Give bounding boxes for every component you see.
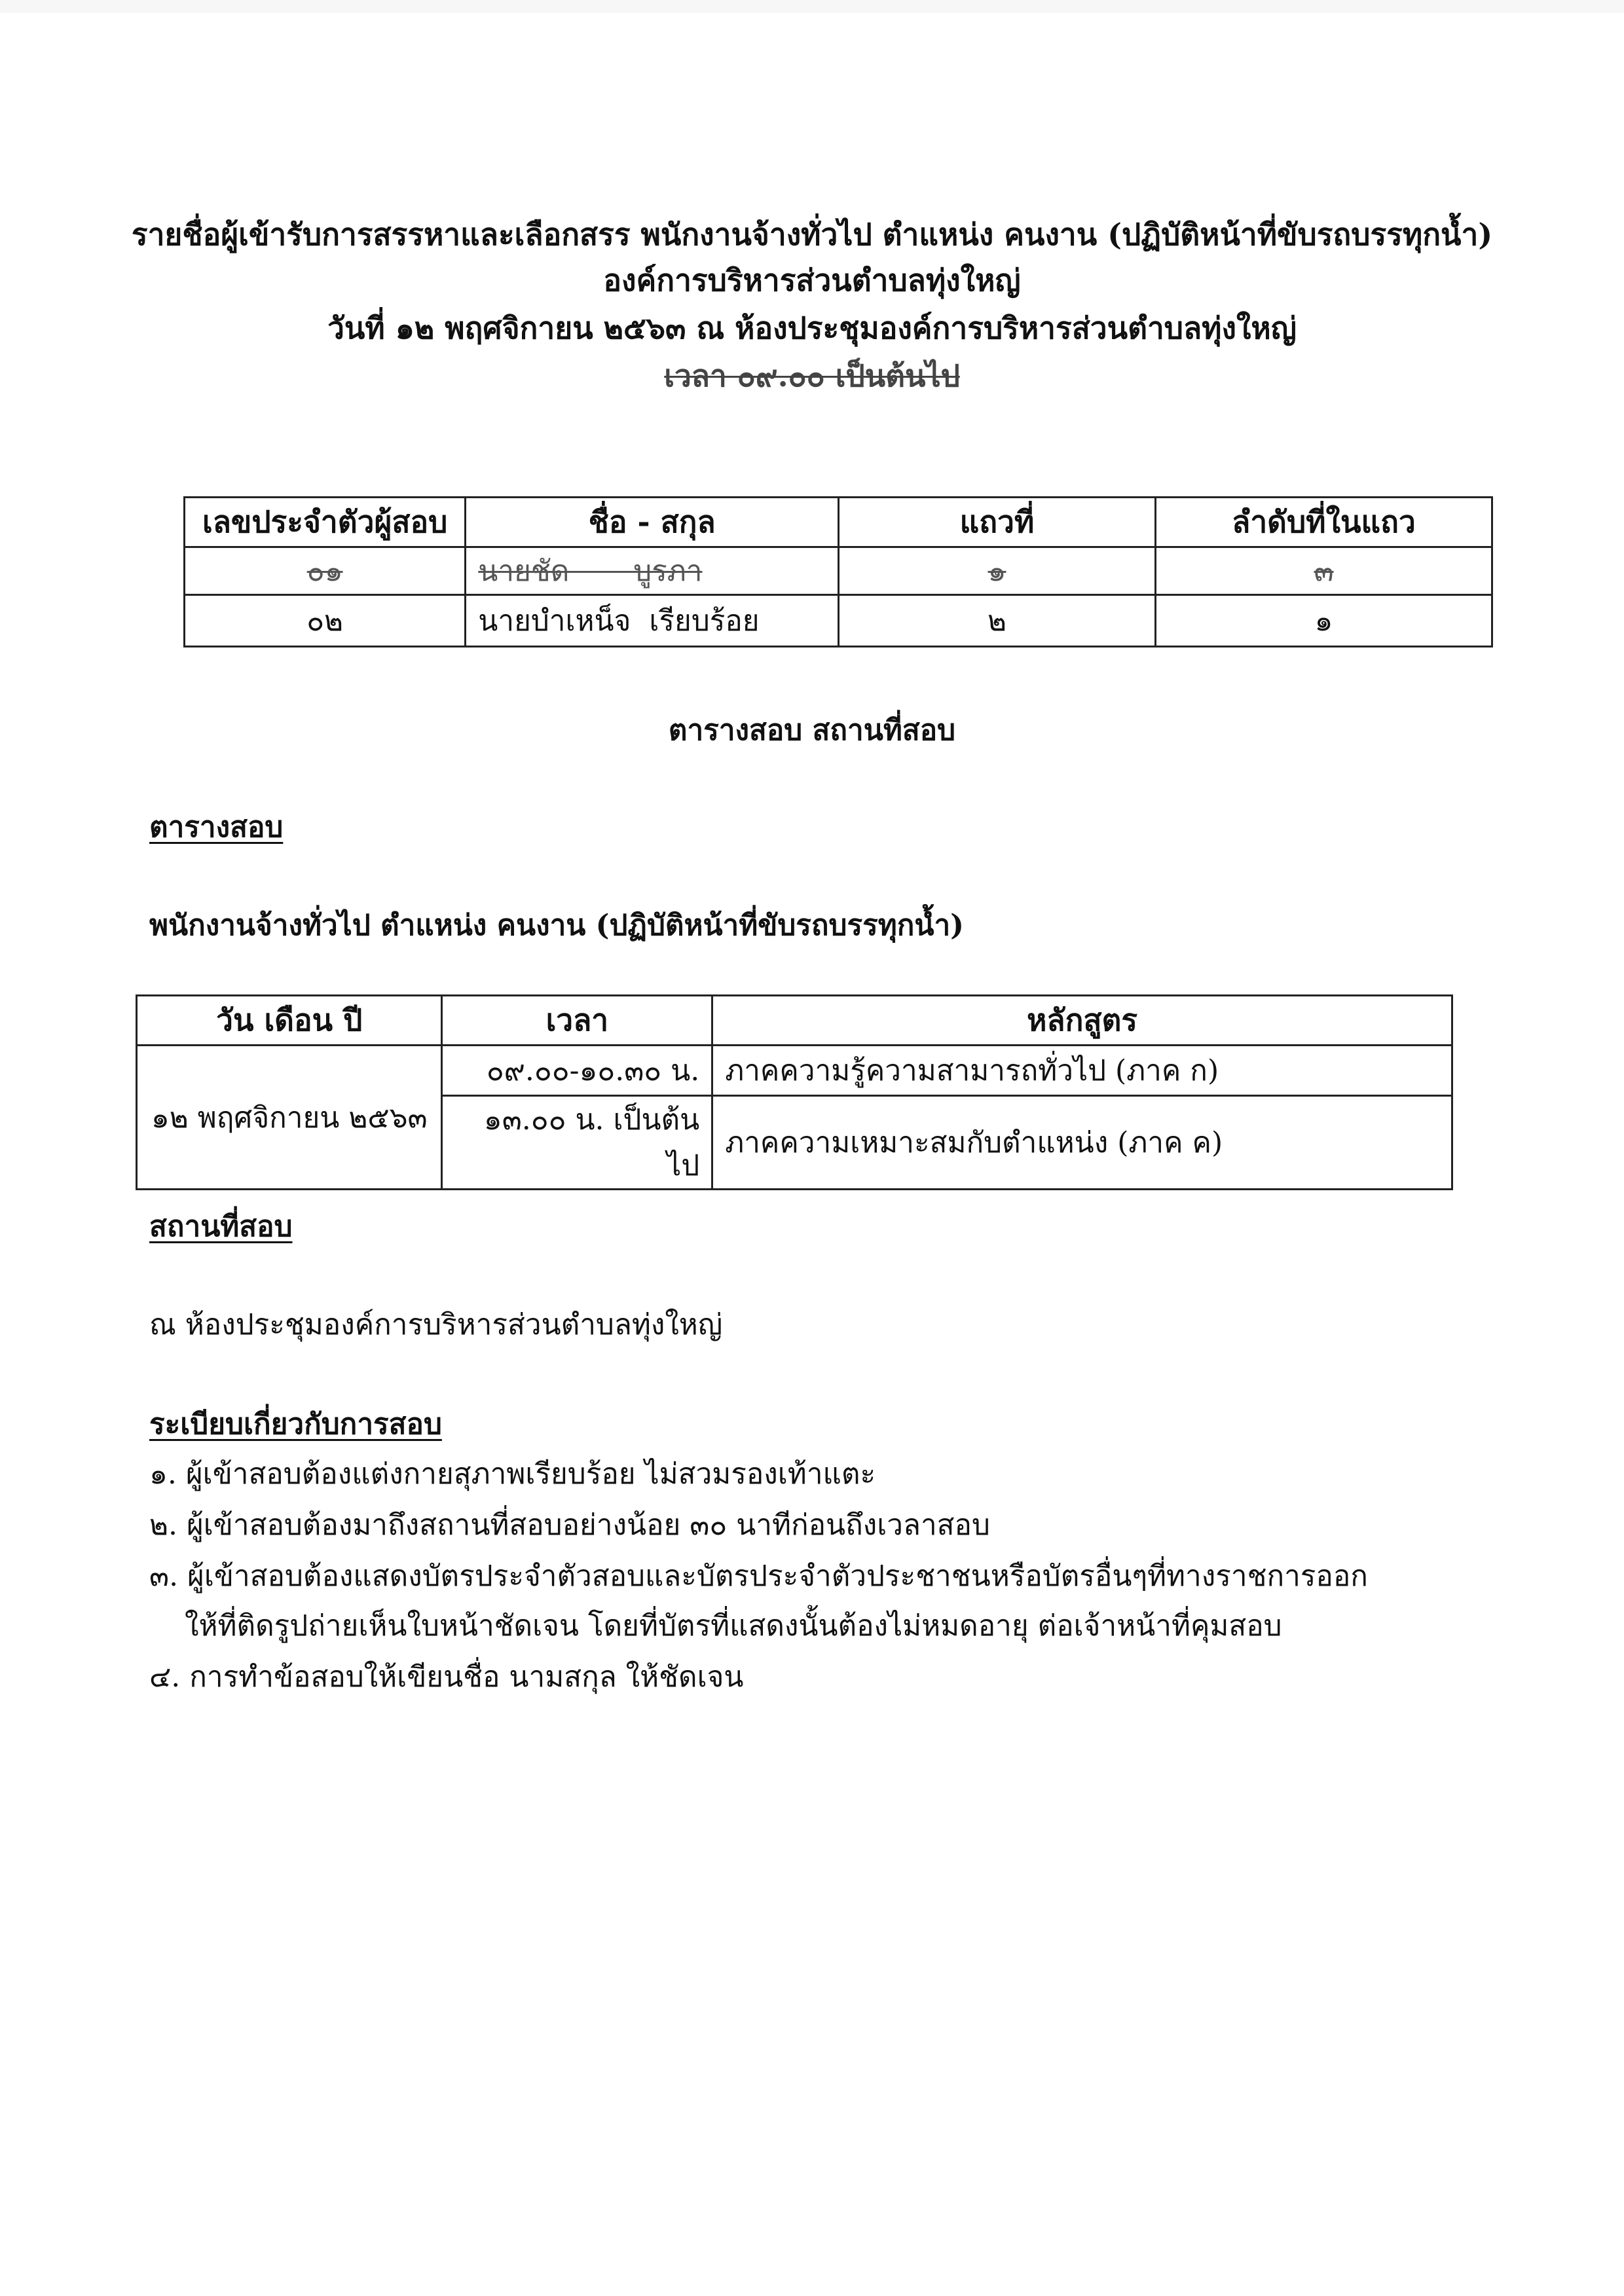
venue-heading: สถานที่สอบ [149,1210,293,1243]
candidates-table [183,496,1493,647]
cell-course: ภาคความเหมาะสมกับตำแหน่ง (ภาค ค) [712,1096,1452,1190]
schedule-table [136,994,1453,1190]
table-row [185,595,1492,647]
rule-item-continuation: ให้ที่ติดรูปถ่ายเห็นใบหน้าชัดเจน โดยที่บัตรที่แสดงนั้นต้องไม่หมดอายุ ต่อเจ้าหน้าที่คุมสอบ [185,1609,1282,1643]
page-top-edge [0,0,1624,13]
document-title: รายชื่อผู้เข้ารับการสรรหาและเลือกสรร พนักงานจ้างทั่วไป ตำแหน่ง คนงาน (ปฏิบัติหน้าที่ขับรถบรรทุกน้ำ) [131,217,1493,252]
schedule-heading: ตารางสอบ [149,811,284,844]
cell-time: ๑๓.๐๐ น. เป็นต้นไป [442,1096,712,1190]
cell-time: ๐๙.๐๐-๑๐.๓๐ น. [442,1046,712,1096]
cell-order: ๓ [1155,547,1492,595]
rule-item: ๑. ผู้เข้าสอบต้องแต่งกายสุภาพเรียบร้อย ไม่สวมรองเท้าแตะ [149,1457,876,1491]
rule-item: ๔. การทำข้อสอบให้เขียนชื่อ นามสกุล ให้ชัดเจน [149,1660,744,1694]
cell-name: นายชัด บูรภา [466,547,839,595]
exam-time: เวลา ๐๙.๐๐ เป็นต้นไป [664,358,960,393]
col-header-exam-id: เลขประจำตัวผู้สอบ [185,498,466,547]
table-row [137,1046,1452,1096]
col-header-name: ชื่อ - สกุล [466,498,839,547]
cell-course: ภาคความรู้ความสามารถทั่วไป (ภาค ก) [712,1046,1452,1096]
venue-text: ณ ห้องประชุมองค์การบริหารส่วนตำบลทุ่งใหญ่ [149,1308,723,1341]
candidates-header-row [185,498,1492,547]
col-header-time: เวลา [442,996,712,1046]
position-line: พนักงานจ้างทั่วไป ตำแหน่ง คนงาน (ปฏิบัติหน้าที่ขับรถบรรทุกน้ำ) [149,909,964,942]
cell-exam-id: ๐๒ [185,595,466,647]
schedule-venue-title: ตารางสอบ สถานที่สอบ [668,714,956,747]
cell-row: ๒ [839,595,1156,647]
organization-name: องค์การบริหารส่วนตำบลทุ่งใหญ่ [603,263,1021,298]
schedule-header-row [137,996,1452,1046]
table-row [185,547,1492,595]
col-header-row: แถวที่ [839,498,1156,547]
rule-item: ๓. ผู้เข้าสอบต้องแสดงบัตรประจำตัวสอบและบัตรประจำตัวประชาชนหรือบัตรอื่นๆที่ทางราชการออก [149,1559,1368,1593]
rule-item: ๒. ผู้เข้าสอบต้องมาถึงสถานที่สอบอย่างน้อย ๓๐ นาทีก่อนถึงเวลาสอบ [149,1508,990,1542]
rules-heading: ระเบียบเกี่ยวกับการสอบ [149,1408,442,1441]
cell-date: ๑๒ พฤศจิกายน ๒๕๖๓ [137,1046,442,1190]
exam-date-venue: วันที่ ๑๒ พฤศจิกายน ๒๕๖๓ ณ ห้องประชุมองค์การบริหารส่วนตำบลทุ่งใหญ่ [327,310,1297,346]
cell-row: ๑ [839,547,1156,595]
cell-exam-id: ๐๑ [185,547,466,595]
col-header-course: หลักสูตร [712,996,1452,1046]
cell-order: ๑ [1155,595,1492,647]
col-header-order: ลำดับที่ในแถว [1155,498,1492,547]
col-header-date: วัน เดือน ปี [137,996,442,1046]
cell-name: นายบำเหน็จ เรียบร้อย [466,595,839,647]
